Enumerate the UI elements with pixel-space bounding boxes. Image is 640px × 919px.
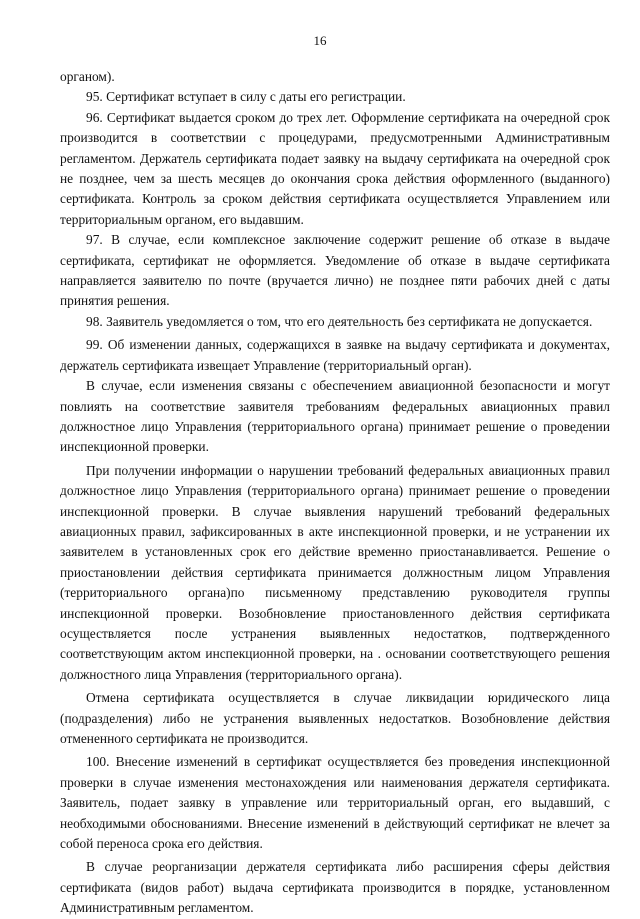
paragraph-99-cancellation: Отмена сертификата осуществляется в случае ликвидации юридического лица (подразделения) либо не устранения выявленных недостатков. Возобновление действия отмененного сертификата не производится. [60, 690, 610, 746]
page-number: 16 [313, 33, 327, 48]
paragraph-97: 97. В случае, если комплексное заключение содержит решение об отказе в выдаче сертификата, сертификат не оформляется. Уведомление об отказе в выдаче сертификата направляется заявителю по почте (вручается лично) не позднее пяти рабочих дней с даты принятия решения. [60, 232, 610, 309]
paragraph-99: 99. Об изменении данных, содержащихся в заявке на выдачу сертификата и документах, держатель сертификата извещает Управление (территориальный орган). [60, 337, 610, 373]
paragraph-100: 100. Внесение изменений в сертификат осуществляется без проведения инспекционной проверки в случае изменения местонахождения или наименования держателя сертификата. Заявитель, подает заявку в управление или территориальный орган, его выдавший, с необходимыми обоснованиями. Внесение изменений в действующий сертификат не влечет за собой переноса срока его действия. [60, 754, 610, 852]
paragraph-98: 98. Заявитель уведомляется о том, что его деятельность без сертификата не допускается. [86, 313, 593, 329]
document-body [60, 67, 610, 919]
paragraph-100-reorganization: В случае реорганизации держателя сертификата либо расширения сферы действия сертификата (видов работ) выдача сертификата производится в порядке, установленном Административным регламентом. [60, 859, 610, 916]
paragraph-95: 95. Сертификат вступает в силу с даты его регистрации. [86, 89, 406, 105]
paragraph-96: 96. Сертификат выдается сроком до трех лет. Оформление сертификата на очередной срок производится в соответствии с процедурами, предусмотренными Административным регламентом. Держатель сертификата подает заявку на выдачу сертификата на очередной срок не позднее, чем за шесть месяцев до окончания срока действия оформленного (выданного) сертификата. Контроль за сроком действия сертификата осуществляется Управлением или территориальным органом, его выдавшим. [60, 109, 610, 227]
paragraph-99-violations: При получении информации о нарушении требований федеральных авиационных правил должностное лицо Управления (территориального органа) принимает решение о проведении инспекционной проверки. В случае выявления нарушений требований федеральных авиационных правил, зафиксированных в акте инспекционной проверки, и не устранении их заявителем в установленных срок его действие временно приостанавливается. Решение о приостановлении действия сертификата принимается должностным лицом Управления (территориального органа)по письменному представлению руководителя группы инспекционной проверки. Возобновление приостановленного действия сертификата осуществляется после устранения выявленных недостатков, подтвержденного соответствующим актом инспекционной проверки, на . основании соответствующего решения должностного лица Управления (территориального органа). [60, 462, 610, 682]
paragraph-99-changes: В случае, если изменения связаны с обеспечением авиационной безопасности и могут повлиять на соответствие заявителя требованиям федеральных авиационных правил должностное лицо Управления (территориального органа) принимает решение о проведении инспекционной проверки. [60, 378, 610, 455]
paragraph-continuation: органом). [60, 69, 115, 84]
